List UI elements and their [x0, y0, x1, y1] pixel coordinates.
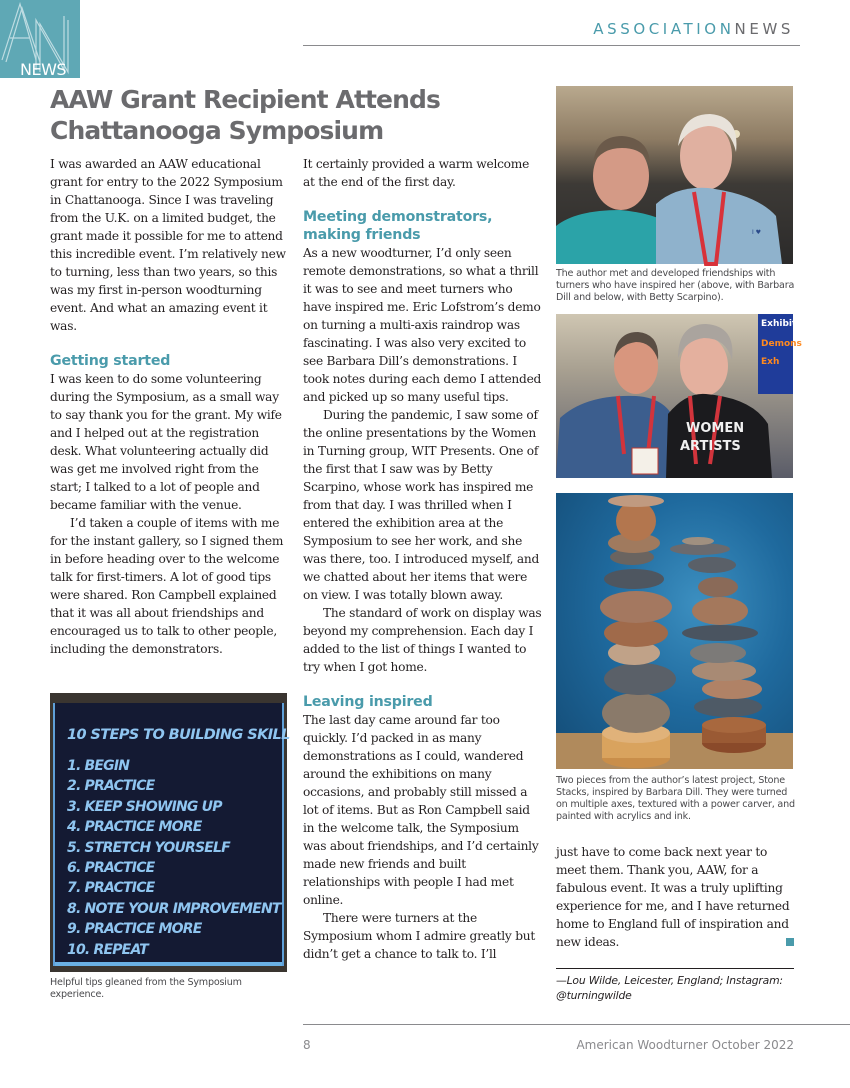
friends-caption: The author met and developed friendships with turners who have inspired her (above, with Barbara Dill and below, with Betty Scarpino).: [556, 268, 795, 303]
step-item: 7. PRACTICE: [67, 880, 155, 897]
shirt-text: ARTISTS: [680, 439, 741, 454]
subhead-getting-started: Getting started: [50, 353, 171, 369]
publication-info: American Woodturner October 2022: [576, 1038, 794, 1052]
step-item: 8. NOTE YOUR IMPROVEMENT: [67, 900, 281, 917]
body-paragraph: The last day came around far too quickly. I’d packed in as many demonstrations as I could, wandered around the exhibitions on many occasions, and probably still missed a lot of items. But as Ron Campbell said in the welcome talk, the Symposium was about friendships, and I’d certainly made new friends and built relationships with people I had met online.: [303, 713, 539, 907]
section-label: [593, 20, 794, 38]
step-item: 4. PRACTICE MORE: [67, 819, 202, 836]
banner-text: Exh: [761, 357, 780, 367]
photo-illustration: [556, 493, 793, 769]
subhead-meeting-demonstrators: Meeting demonstrators, making friends: [303, 209, 493, 243]
body-paragraph: During the pandemic, I saw some of the online presentations by the Women in Turning group, WIT Presents. One of the first that I saw was by Betty Scarpino, whose work has inspired me from that day. I was thrilled when I entered the exhibition area at the Symposium to see her work, and she was there, too. I introduced myself, and we chatted about her items that were on view. I was totally blown away.: [303, 408, 540, 602]
step-item: 6. PRACTICE: [67, 860, 155, 877]
photo-stone-stacks: [556, 493, 793, 769]
text-column-2: [303, 155, 543, 963]
author-byline: —Lou Wilde, Leicester, England; Instagram: @turningwilde: [556, 974, 783, 1002]
stacks-caption: Two pieces from the author’s latest project, Stone Stacks, inspired by Barbara Dill. They were turned on multiple axes, textured with a power carver, and painted with acrylics and ink.: [556, 775, 795, 822]
sign-caption: Helpful tips gleaned from the Symposium experience.: [50, 977, 242, 1000]
footer-divider: [303, 1024, 850, 1025]
header-divider: [303, 45, 800, 46]
step-item: 9. PRACTICE MORE: [67, 921, 202, 938]
chalkboard: [53, 703, 290, 966]
step-item: 5. STRETCH YOURSELF: [67, 839, 230, 856]
end-mark-icon: [786, 938, 794, 946]
photo-illustration: [556, 86, 793, 264]
body-paragraph: It certainly provided a warm welcome at the end of the first day.: [303, 157, 530, 189]
banner-text: Exhibit: [761, 319, 797, 329]
photo-with-betty-scarpino: [556, 314, 802, 478]
body-paragraph: The standard of work on display was beyond my comprehension. Each day I added to the list of things I wanted to try when I got home.: [303, 606, 542, 674]
body-paragraph: I was keen to do some volunteering during the Symposium, as a small way to say thank you for the grant. My wife and I helped out at the registration desk. What volunteering actually did was get me involved right from the start; I talked to a lot of people and became familiar with the venue.: [50, 372, 282, 512]
intro-paragraph: I was awarded an AAW educational grant for entry to the 2022 Symposium in Chattanooga. Since I was traveling from the U.K. on a limited budget, the grant made it possible for me to attend this incredible event. I’m relatively new to turning, less than two years, so this was my first in-person woodturning event. And what an amazing event it was.: [50, 157, 286, 333]
step-item: 2. PRACTICE: [67, 778, 155, 795]
step-item: 3. KEEP SHOWING UP: [67, 798, 222, 815]
tall-stack: [600, 495, 676, 768]
board-ledge: [55, 962, 282, 966]
step-item: 1. BEGIN: [67, 758, 130, 774]
shirt-text: WOMEN: [686, 421, 745, 436]
photo-with-barbara-dill: [556, 86, 793, 264]
title-line-2: Chattanooga Symposium: [50, 116, 384, 145]
banner-text: Demons: [761, 339, 802, 349]
title-line-1: AAW Grant Recipient Attends: [50, 85, 440, 114]
page-number: 8: [303, 1038, 311, 1052]
photo-illustration: [556, 314, 802, 478]
short-stack: [670, 537, 766, 753]
byline-divider: [556, 968, 794, 969]
section-label-news: NEWS: [734, 20, 794, 38]
steps-sign-photo: [50, 693, 290, 972]
subhead-leaving-inspired: Leaving inspired: [303, 694, 433, 710]
sign-heading: 10 STEPS TO BUILDING SKILL: [67, 727, 290, 743]
text-column-1: [50, 155, 290, 658]
logo-news-text: NEWS: [20, 60, 67, 79]
shirt-logo-icon: I ♥: [752, 229, 762, 236]
step-item: 10. REPEAT: [67, 941, 148, 958]
body-paragraph: I’d taken a couple of items with me for the instant gallery, so I signed them in before heading over to the welcome talk for first-timers. A lot of good tips were shared. Ron Campbell explained that it was all about friendships and encouraged us to talk to other people, including the demonstrators.: [50, 516, 284, 656]
body-paragraph: just have to come back next year to meet them. Thank you, AAW, for a fabulous event. It was a truly uplifting experience for me, and I have returned home to England full of inspiration and new ideas.: [556, 845, 790, 949]
steps-list: [67, 756, 281, 960]
body-paragraph: As a new woodturner, I’d only seen remote demonstrations, so what a thrill it was to see and meet turners who have inspired me. Eric Lofstrom’s demo on turning a multi-axis raindrop was fascinating. I was also very excited to see Barbara Dill’s demonstrations. I took notes during each demo I attended and picked up so many useful tips.: [303, 246, 542, 404]
article-title: [50, 84, 550, 146]
section-label-association: ASSOCIATION: [593, 20, 735, 38]
text-column-3: [556, 843, 796, 951]
body-paragraph: There were turners at the Symposium whom I admire greatly but didn’t get a chance to talk to. I’ll: [303, 911, 535, 961]
association-news-logo: [0, 0, 80, 78]
